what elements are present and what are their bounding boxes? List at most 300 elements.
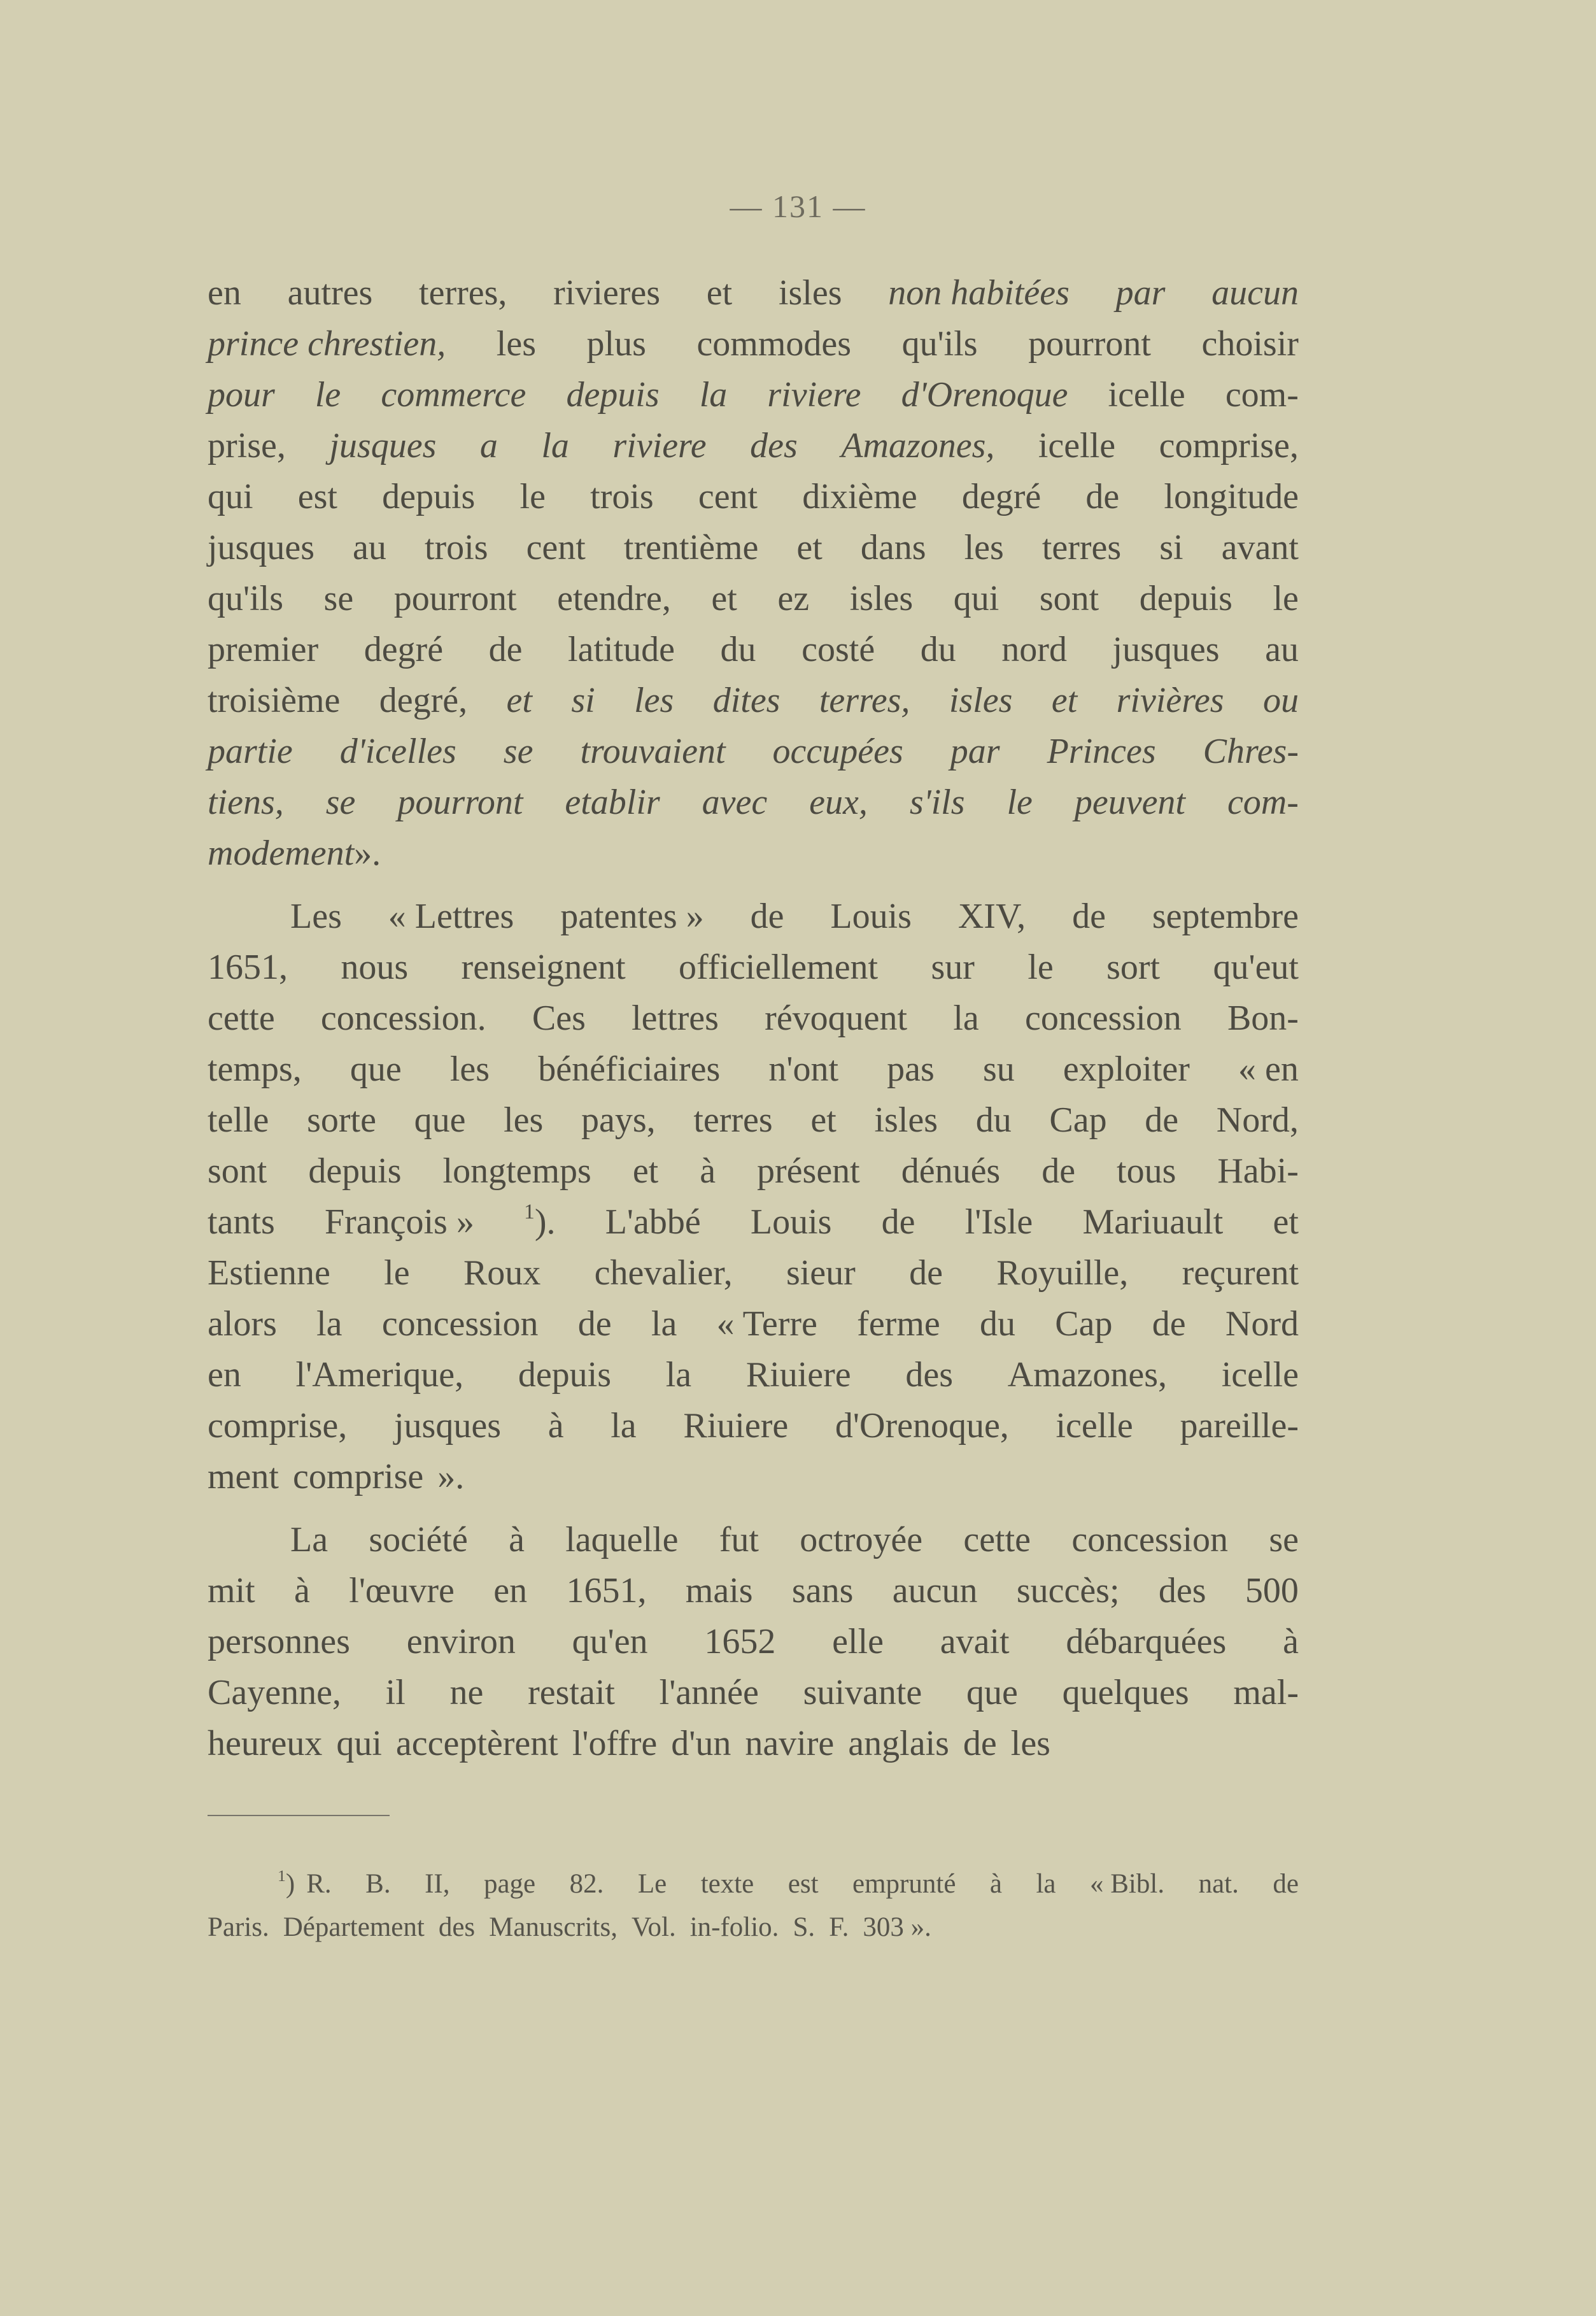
word: Roux [463, 1253, 541, 1293]
word: s'ils [909, 783, 965, 822]
word: concession [1071, 1520, 1229, 1559]
word: « Bibl. [1090, 1869, 1165, 1899]
word: si [1159, 528, 1183, 567]
word: le [1028, 948, 1054, 987]
word: troisième [208, 681, 341, 720]
word: Nord, [1216, 1100, 1299, 1140]
word: trouvaient [580, 732, 726, 771]
text-line [208, 1514, 1299, 1565]
word: Royuille, [996, 1253, 1129, 1293]
word: ne [449, 1673, 484, 1712]
word: sieur [786, 1253, 856, 1293]
word: non habitées [888, 273, 1070, 313]
word: $^1$). [524, 1200, 556, 1242]
word: il [385, 1673, 406, 1712]
word: L'abbé [605, 1202, 701, 1242]
word: latitude [568, 630, 675, 669]
word: cette [963, 1520, 1031, 1559]
word: pourront [397, 783, 523, 822]
word: le [314, 375, 341, 415]
word: sur [931, 948, 975, 987]
word: qu'ils [901, 324, 978, 364]
word: trentième [623, 528, 759, 567]
word: du [720, 630, 756, 669]
word: « en [1238, 1049, 1299, 1089]
word: la [665, 1355, 692, 1395]
word: à [509, 1520, 525, 1559]
text-line [208, 267, 1299, 318]
word: société [369, 1520, 468, 1559]
word: qu'eut [1213, 948, 1299, 987]
word: Chres- [1203, 732, 1299, 771]
word: choisir [1201, 324, 1299, 364]
word: degré, [379, 681, 468, 720]
word: eux, [809, 783, 868, 822]
word: Manuscrits, [489, 1912, 618, 1942]
word: com- [1225, 375, 1299, 415]
word: se [323, 579, 354, 618]
word: terres [1042, 528, 1122, 567]
word: à [294, 1571, 310, 1610]
word: Bon- [1227, 998, 1299, 1038]
word: texte [700, 1869, 754, 1899]
word: sorte [307, 1100, 376, 1140]
word: telle [208, 1100, 269, 1140]
word: qui [953, 579, 999, 618]
word: du [920, 630, 956, 669]
word: cent [698, 477, 758, 516]
word: alors [208, 1304, 277, 1344]
word: est [297, 477, 337, 516]
word: bénéficiaires [538, 1049, 721, 1089]
word: pour [208, 375, 275, 415]
word: concession [381, 1304, 539, 1344]
word: en [208, 273, 241, 313]
word: nous [341, 948, 409, 987]
word: ». [437, 1457, 465, 1496]
word: Les [290, 897, 342, 936]
word: officiellement [679, 948, 879, 987]
footnote-line [208, 1906, 1299, 1949]
word: emprunté [852, 1869, 956, 1899]
word: 1651, [566, 1571, 647, 1610]
text-line [208, 1095, 1299, 1146]
word: depuis [1139, 579, 1232, 618]
word: commerce [381, 375, 526, 415]
word: patentes » [560, 897, 704, 936]
word: Cap [1049, 1100, 1107, 1140]
word: l'année [659, 1673, 759, 1712]
word: à [989, 1869, 1002, 1899]
word: la [611, 1406, 637, 1446]
word: le [384, 1253, 410, 1293]
word: com- [1227, 783, 1299, 822]
word: les [1010, 1724, 1050, 1763]
word: dans [860, 528, 926, 567]
word: isles [778, 273, 842, 313]
word: l'offre [572, 1724, 658, 1763]
word: à [547, 1406, 564, 1446]
word: in-folio. [689, 1912, 779, 1942]
word: heureux [208, 1724, 323, 1763]
word: autres [287, 273, 373, 313]
word: depuis [382, 477, 476, 516]
word: et [796, 528, 823, 567]
word: modement [208, 834, 355, 873]
word: Le [637, 1869, 667, 1899]
word: en [208, 1355, 241, 1395]
word: les [496, 324, 537, 364]
word: 303 ». [863, 1912, 931, 1942]
word: ». [354, 834, 381, 873]
word: du [980, 1304, 1016, 1344]
word: sans [791, 1571, 854, 1610]
paragraph [208, 1514, 1299, 1769]
word: prince chrestien, [208, 324, 446, 364]
text-line [208, 624, 1299, 675]
word: l'œuvre [349, 1571, 455, 1610]
word: XIV, [957, 897, 1026, 936]
body-text [208, 267, 1299, 1769]
word: de [577, 1304, 612, 1344]
word: se [325, 783, 356, 822]
text-line [208, 777, 1299, 828]
word: Louis [830, 897, 912, 936]
word: présent [757, 1151, 860, 1191]
word: « Lettres [388, 897, 514, 936]
word: renseignent [461, 948, 626, 987]
word: qu'en [572, 1622, 648, 1661]
word: depuis [518, 1355, 612, 1395]
word: depuis [566, 375, 660, 415]
word: acceptèrent [395, 1724, 558, 1763]
text-line [208, 471, 1299, 522]
word: navire [745, 1724, 835, 1763]
word: le [1006, 783, 1033, 822]
word: avant [1221, 528, 1299, 567]
word: les [964, 528, 1004, 567]
word: rivières [1116, 681, 1224, 720]
word: occupées [772, 732, 903, 771]
word: sort [1106, 948, 1161, 987]
word: se [503, 732, 533, 771]
word: les [634, 681, 674, 720]
word: isles [849, 579, 914, 618]
word: au [1265, 630, 1299, 669]
word: si [571, 681, 595, 720]
word: octroyée [800, 1520, 923, 1559]
word: par [950, 732, 1000, 771]
text-line [208, 1451, 1299, 1502]
word: et [1051, 681, 1078, 720]
word: septembre [1152, 897, 1299, 936]
text-line [208, 522, 1299, 573]
word: sont [208, 1151, 267, 1191]
word: icelle [1108, 375, 1185, 415]
word: Ces [532, 998, 586, 1038]
word: icelle [1221, 1355, 1299, 1395]
word: longitude [1164, 477, 1299, 516]
word: II, [425, 1869, 450, 1899]
word: dénués [901, 1151, 1001, 1191]
text-line [208, 369, 1299, 420]
word: que [350, 1049, 402, 1089]
word: révoquent [765, 998, 908, 1038]
word: des [1158, 1571, 1206, 1610]
paragraph [208, 891, 1299, 1502]
word: lettres [632, 998, 719, 1038]
word: dites [712, 681, 780, 720]
word: trois [424, 528, 488, 567]
word: mit [208, 1571, 255, 1610]
word: le [1273, 579, 1299, 618]
word: 500 [1245, 1571, 1299, 1610]
word: que [414, 1100, 466, 1140]
word: jusques [393, 1406, 501, 1446]
word: à [1283, 1622, 1299, 1661]
word: et [711, 579, 737, 618]
word: depuis [308, 1151, 402, 1191]
word: environ [406, 1622, 516, 1661]
word: par [1115, 273, 1166, 313]
word: cent [526, 528, 586, 567]
word: chevalier, [594, 1253, 733, 1293]
word: la [651, 1304, 677, 1344]
word: débarquées [1066, 1622, 1227, 1661]
word: la [316, 1304, 343, 1344]
word: et [706, 273, 733, 313]
word: anglais [848, 1724, 949, 1763]
word: icelle [1038, 426, 1116, 465]
word: costé [802, 630, 875, 669]
word: peuvent [1074, 783, 1185, 822]
word: du [975, 1100, 1012, 1140]
word: au [353, 528, 386, 567]
word: jusques [208, 528, 314, 567]
word: Vol. [631, 1912, 676, 1942]
word: d'Orenoque, [835, 1406, 1009, 1446]
word: etendre, [557, 579, 671, 618]
word: suivante [803, 1673, 922, 1712]
paragraph [208, 267, 1299, 879]
word: aucun [1211, 273, 1299, 313]
paragraph-gap [208, 879, 1299, 891]
word: partie [208, 732, 293, 771]
word: 82. [569, 1869, 604, 1899]
word: Amazones, [841, 426, 995, 465]
word: des [750, 426, 798, 465]
word: rivieres [553, 273, 661, 313]
text-line [208, 1565, 1299, 1616]
word: ou [1262, 681, 1299, 720]
text-line [208, 1146, 1299, 1197]
text-line [208, 828, 1299, 879]
word: pourront [1028, 324, 1151, 364]
footnote-marker: $^1$) [278, 1866, 295, 1899]
text-line [208, 1667, 1299, 1718]
word: Princes [1047, 732, 1156, 771]
word: les [504, 1100, 544, 1140]
word: d'un [671, 1724, 731, 1763]
text-line [208, 1247, 1299, 1298]
word: ez [777, 579, 810, 618]
word: isles [874, 1100, 938, 1140]
word: à [700, 1151, 716, 1191]
word: des [905, 1355, 953, 1395]
word: concession [1024, 998, 1182, 1038]
word: l'Isle [964, 1202, 1033, 1242]
word: la [1036, 1869, 1056, 1899]
word: terres, [419, 273, 507, 313]
text-line [208, 1718, 1299, 1769]
word: n'ont [768, 1049, 839, 1089]
word: la [953, 998, 979, 1038]
word: Département [283, 1912, 425, 1942]
footnote-rule [208, 1815, 390, 1816]
word: tous [1117, 1151, 1176, 1191]
word: se [1269, 1520, 1299, 1559]
word: mais [685, 1571, 753, 1610]
word: et [1273, 1202, 1299, 1242]
word: pays, [581, 1100, 656, 1140]
word: jusques [1112, 630, 1220, 669]
word: riviere [612, 426, 707, 465]
word: la [699, 375, 728, 415]
word: ment [208, 1457, 279, 1496]
word: pourront [393, 579, 517, 618]
word: pareille- [1180, 1406, 1299, 1446]
word: sont [1039, 579, 1099, 618]
word: su [982, 1049, 1015, 1089]
word: nat. [1198, 1869, 1239, 1899]
word: de [1152, 1304, 1186, 1344]
word: S. [793, 1912, 816, 1942]
word: des [438, 1912, 476, 1942]
word: tants [208, 1202, 275, 1242]
word: de [881, 1202, 915, 1242]
word: plus [586, 324, 646, 364]
word: « Terre [716, 1304, 817, 1344]
text-line [208, 1616, 1299, 1667]
word: 1652 [704, 1622, 776, 1661]
word: qu'ils [208, 579, 283, 618]
word: comprise, [1159, 426, 1299, 465]
word: F. [829, 1912, 849, 1942]
word: nord [1001, 630, 1067, 669]
text-line [208, 1349, 1299, 1400]
word: Riuiere [683, 1406, 789, 1446]
word: fut [719, 1520, 759, 1559]
word: page [483, 1869, 536, 1899]
text-line [208, 1044, 1299, 1095]
text-line [208, 675, 1299, 726]
word: de [1042, 1151, 1076, 1191]
text-line [208, 942, 1299, 993]
word: Riuiere [745, 1355, 851, 1395]
word: qui [208, 477, 253, 516]
word: mal- [1233, 1673, 1299, 1712]
word: riviere [767, 375, 861, 415]
text-line [208, 993, 1299, 1044]
word: longtemps [442, 1151, 591, 1191]
word: Estienne [208, 1253, 330, 1293]
word: de [488, 630, 523, 669]
text-line [208, 420, 1299, 471]
word: qui [336, 1724, 382, 1763]
word: avec [702, 783, 768, 822]
word: temps, [208, 1049, 302, 1089]
footnote-marker: 1 [524, 1200, 535, 1224]
word: le [519, 477, 546, 516]
word: personnes [208, 1622, 350, 1661]
word: Paris. [208, 1912, 269, 1942]
word: degré [364, 630, 444, 669]
word: de [1273, 1869, 1299, 1899]
word: les [449, 1049, 490, 1089]
word: de [963, 1724, 997, 1763]
word: commodes [696, 324, 852, 364]
word: quelques [1062, 1673, 1189, 1712]
word: Louis [750, 1202, 832, 1242]
word: icelle [1056, 1406, 1133, 1446]
word: Nord [1225, 1304, 1299, 1344]
text-line [208, 573, 1299, 624]
word: et [506, 681, 532, 720]
word: terres, [819, 681, 910, 720]
word: de [909, 1253, 943, 1293]
word: elle [832, 1622, 884, 1661]
word: tiens, [208, 783, 284, 822]
word: laquelle [565, 1520, 679, 1559]
word: reçurent [1182, 1253, 1299, 1293]
word: Amazones, [1007, 1355, 1168, 1395]
footnote-line [208, 1863, 1299, 1906]
word: a [479, 426, 498, 465]
word: Cap [1055, 1304, 1113, 1344]
word: de [750, 897, 784, 936]
word: d'Orenoque [901, 375, 1068, 415]
word: exploiter [1063, 1049, 1190, 1089]
word: prise, [208, 426, 286, 465]
page-number-header: — 131 — [730, 188, 866, 224]
word: jusques [329, 426, 437, 465]
word: avait [940, 1622, 1010, 1661]
word: concession. [320, 998, 486, 1038]
word: l'Amerique, [295, 1355, 464, 1395]
word: Cayenne, [208, 1673, 341, 1712]
word: comprise, [208, 1406, 348, 1446]
word: isles [949, 681, 1013, 720]
word: comprise [292, 1457, 424, 1496]
word: R. [306, 1869, 332, 1899]
word: en [493, 1571, 528, 1610]
word: que [966, 1673, 1018, 1712]
text-line [208, 1298, 1299, 1349]
word: d'icelles [339, 732, 456, 771]
word: premier [208, 630, 319, 669]
word: et [810, 1100, 837, 1140]
word: de [1085, 477, 1120, 516]
word: B. [365, 1869, 391, 1899]
word: François » [324, 1202, 474, 1242]
word: Habi- [1217, 1151, 1299, 1191]
word: de [1072, 897, 1106, 936]
text-line [208, 891, 1299, 942]
word: degré [961, 477, 1042, 516]
word: trois [590, 477, 654, 516]
word: et [632, 1151, 659, 1191]
word: Mariuault [1082, 1202, 1224, 1242]
